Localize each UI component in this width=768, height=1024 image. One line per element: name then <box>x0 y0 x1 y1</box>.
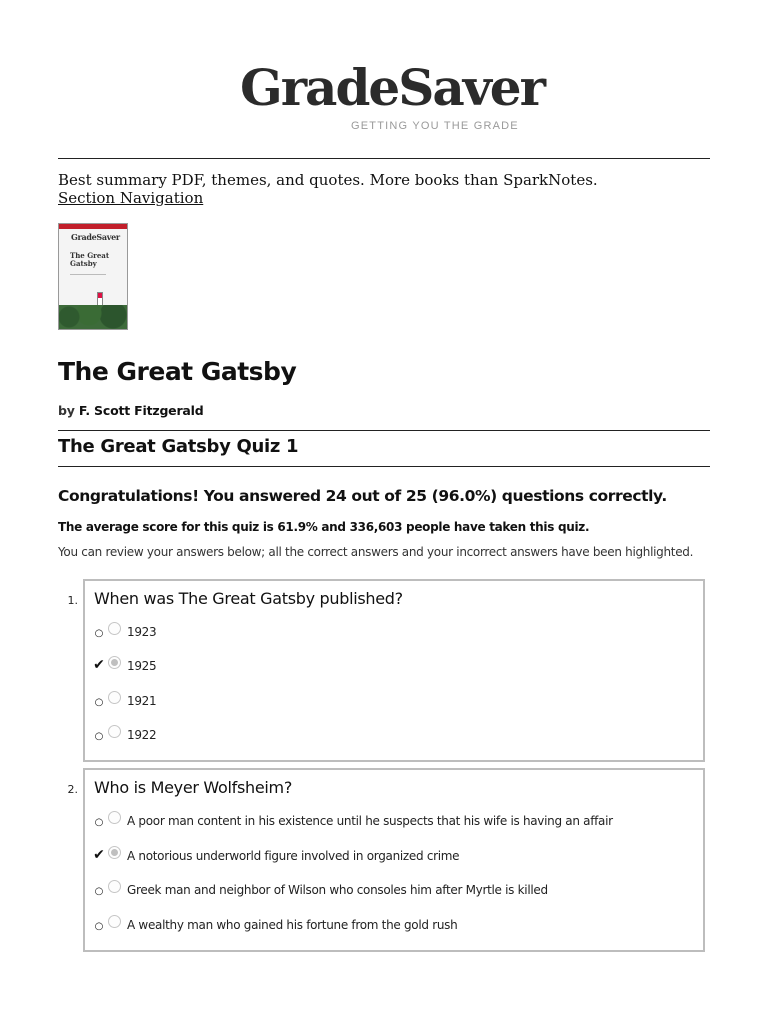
quiz-title: The Great Gatsby Quiz 1 <box>58 436 299 457</box>
answer-radio-selected[interactable] <box>108 656 121 669</box>
unanswered-circle-icon: ○ <box>94 697 104 708</box>
logo-wordmark: GradeSaver <box>240 58 544 117</box>
cover-divider <box>70 274 106 275</box>
review-note: You can review your answers below; all the correct answers and your incorrect answers have been highlighted. <box>58 545 694 559</box>
unanswered-circle-icon: ○ <box>94 628 104 639</box>
answer-label: A wealthy man who gained his fortune from the gold rush <box>127 918 458 932</box>
answer-radio[interactable] <box>108 725 121 738</box>
cover-title-line1: The Great <box>70 251 110 260</box>
cover-logo: GradeSaver <box>71 232 120 242</box>
unanswered-circle-icon: ○ <box>94 886 104 897</box>
checkmark-icon: ✔ <box>93 847 105 863</box>
question-text: Who is Meyer Wolfsheim? <box>94 778 293 797</box>
unanswered-circle-icon: ○ <box>94 817 104 828</box>
cover-title-line2: Gatsby <box>70 259 97 268</box>
question-number: 1. <box>67 594 78 607</box>
logo-tagline: GETTING YOU THE GRADE <box>351 120 519 132</box>
by-label: by <box>58 403 75 418</box>
unanswered-circle-icon: ○ <box>94 731 104 742</box>
section-navigation-link[interactable]: Section Navigation <box>58 189 204 207</box>
question-card <box>83 768 705 952</box>
quiz-title-top-divider <box>58 430 710 431</box>
trees-illustration <box>59 305 128 329</box>
answer-radio[interactable] <box>108 691 121 704</box>
question-number: 2. <box>67 783 78 796</box>
quiz-average: The average score for this quiz is 61.9% and 336,603 people have taken this quiz. <box>58 520 590 534</box>
answer-label: 1921 <box>127 694 157 708</box>
site-tagline: Best summary PDF, themes, and quotes. More books than SparkNotes. <box>58 171 598 189</box>
book-title: The Great Gatsby <box>58 357 297 386</box>
answer-label: Greek man and neighbor of Wilson who consoles him after Myrtle is killed <box>127 883 548 897</box>
gradesaver-logo[interactable] <box>240 58 544 138</box>
checkmark-icon: ✔ <box>93 657 105 673</box>
answer-radio[interactable] <box>108 880 121 893</box>
unanswered-circle-icon: ○ <box>94 921 104 932</box>
answer-label: A poor man content in his existence until he suspects that his wife is having an affair <box>127 814 613 828</box>
answer-label: 1925 <box>127 659 157 673</box>
answer-radio[interactable] <box>108 915 121 928</box>
answer-label: A notorious underworld figure involved in organized crime <box>127 849 460 863</box>
answer-label: 1923 <box>127 625 157 639</box>
answer-radio[interactable] <box>108 622 121 635</box>
byline <box>58 403 204 418</box>
answer-radio[interactable] <box>108 811 121 824</box>
header-divider <box>58 158 710 159</box>
question-card <box>83 579 705 762</box>
cover-red-band <box>59 224 127 229</box>
answer-label: 1922 <box>127 728 157 742</box>
book-cover-image[interactable] <box>58 223 128 330</box>
answer-radio-selected[interactable] <box>108 846 121 859</box>
quiz-result: Congratulations! You answered 24 out of 25 (96.0%) questions correctly. <box>58 487 667 505</box>
author-link[interactable]: F. Scott Fitzgerald <box>78 403 204 418</box>
cover-title <box>70 252 127 268</box>
quiz-title-bottom-divider <box>58 466 710 467</box>
question-text: When was The Great Gatsby published? <box>94 589 403 608</box>
